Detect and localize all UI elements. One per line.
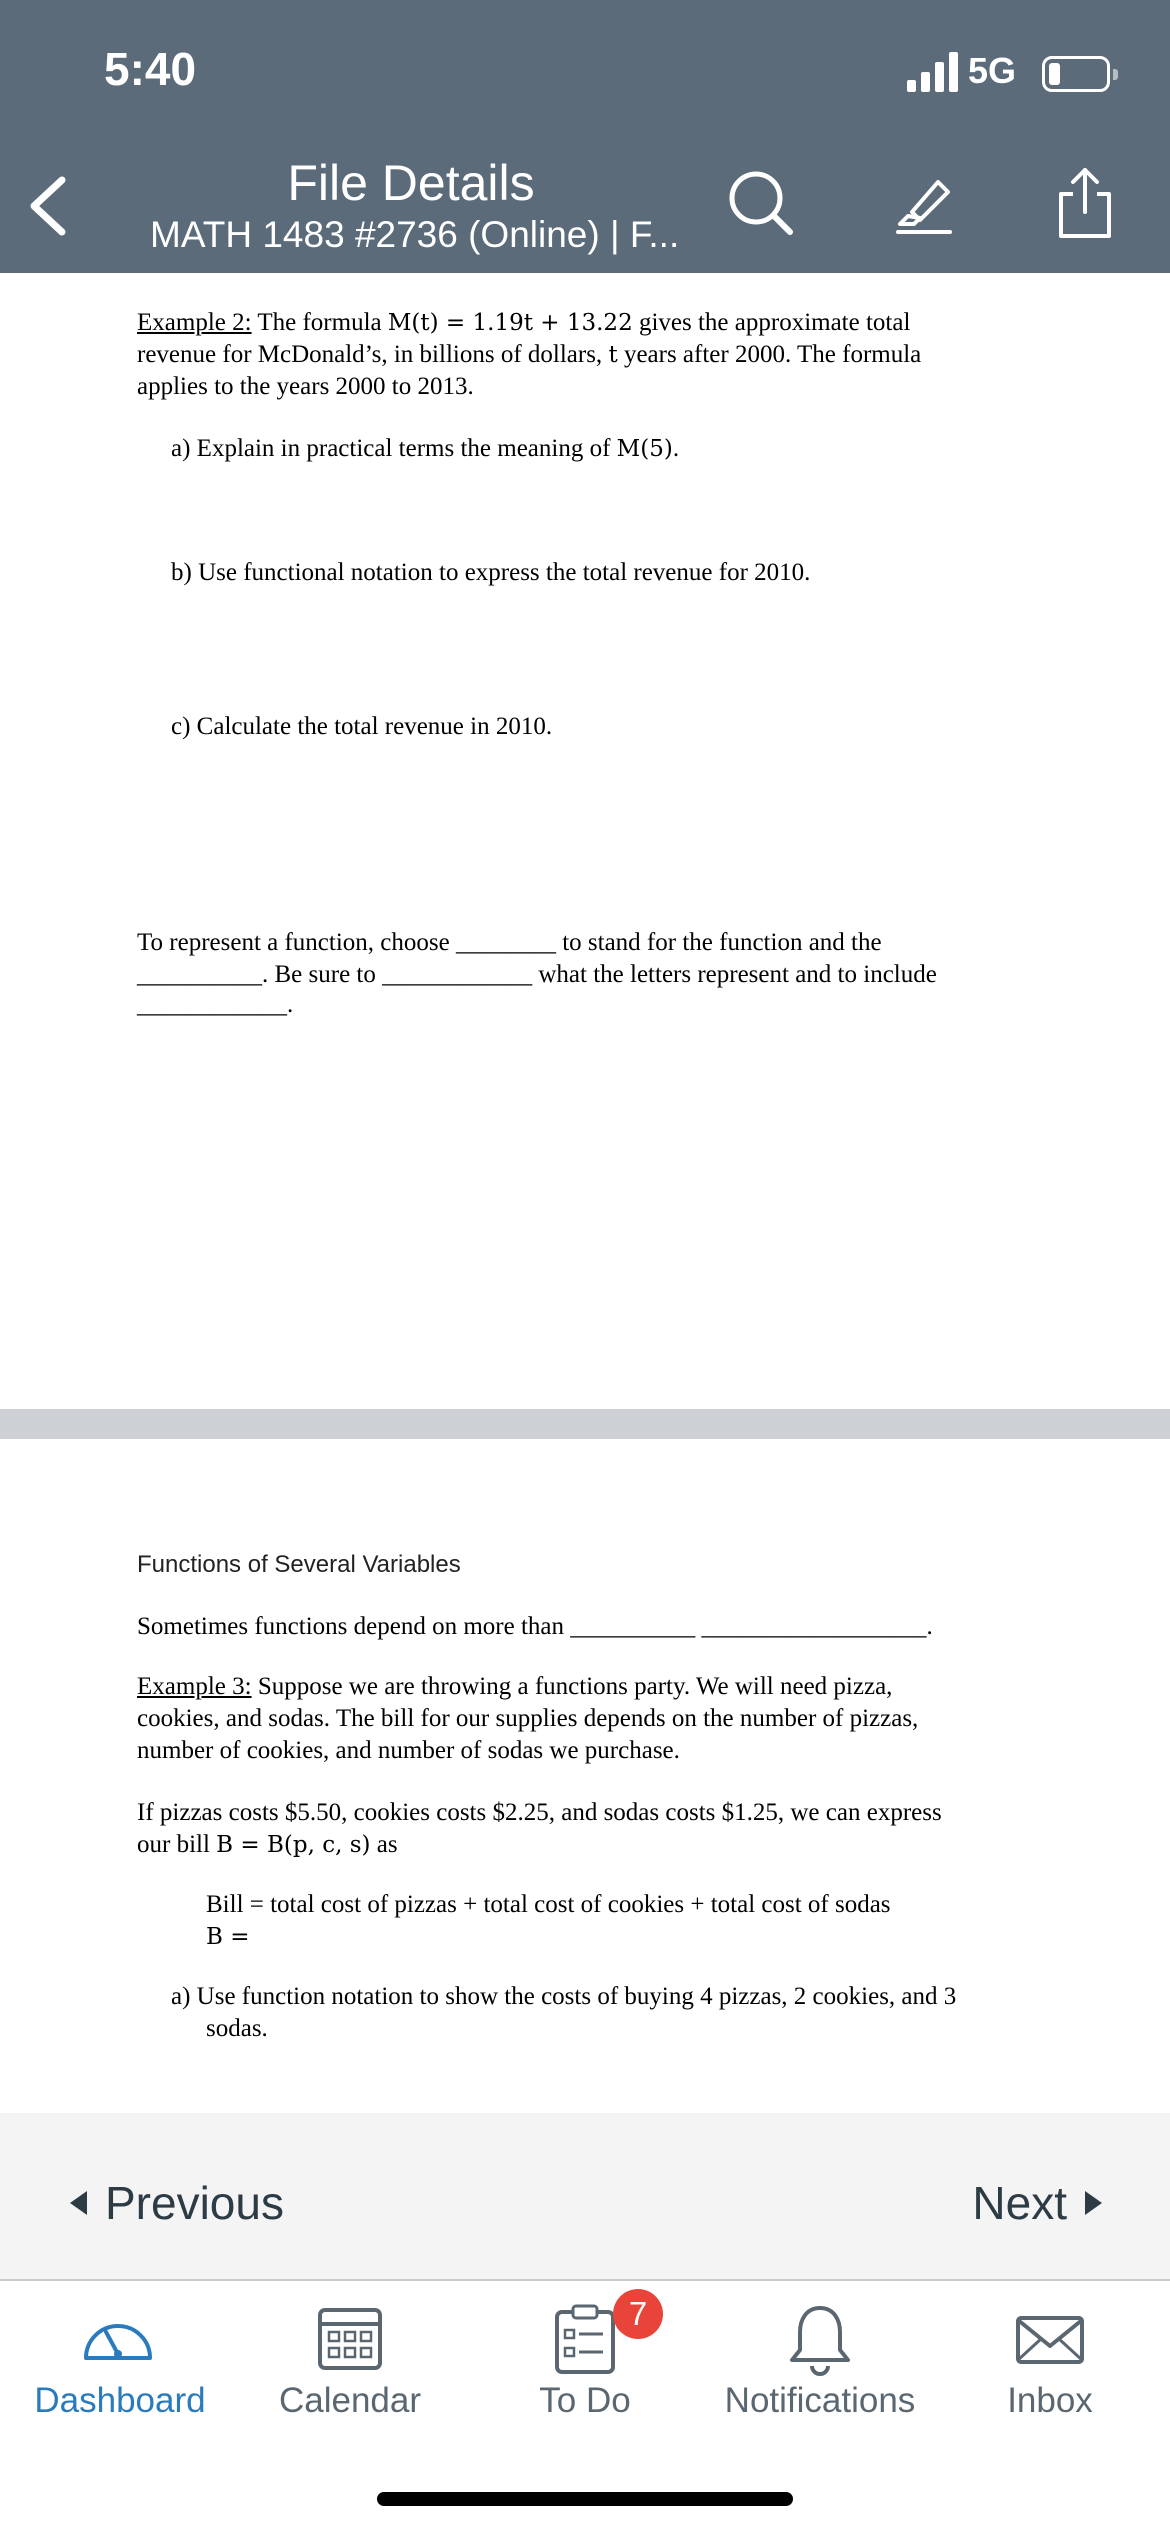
represent-line-2: __________. Be sure to ____________ what the letters represent and to include bbox=[137, 961, 937, 988]
tab-label-notifications: Notifications bbox=[724, 2381, 916, 2420]
text-segment: The formula bbox=[251, 309, 388, 336]
annotate-button[interactable] bbox=[880, 160, 964, 244]
bill-line: Bill = total cost of pizzas + total cost of cookies + total cost of sodas bbox=[206, 1891, 891, 1918]
status-time: 5:40 bbox=[104, 43, 197, 95]
tab-todo[interactable] bbox=[500, 2283, 670, 2443]
share-button[interactable] bbox=[1043, 160, 1127, 244]
search-button[interactable] bbox=[718, 160, 802, 244]
represent-line-3: ____________. bbox=[137, 991, 294, 1018]
back-button[interactable] bbox=[14, 166, 84, 246]
example-3-line-3: number of cookies, and number of sodas we purchase. bbox=[137, 1737, 680, 1764]
text-segment: years after 2000. The formula bbox=[617, 341, 922, 368]
example-3-question-a-line-2: sodas. bbox=[206, 2015, 268, 2042]
signal-icon bbox=[907, 50, 963, 92]
pager bbox=[0, 2113, 1170, 2281]
calendar-icon bbox=[310, 2298, 390, 2378]
tab-label-todo: To Do bbox=[539, 2381, 631, 2420]
dashboard-icon bbox=[78, 2298, 158, 2378]
document-page-2 bbox=[0, 1439, 1170, 2113]
battery-icon bbox=[1042, 56, 1110, 92]
example-3-label: Example 3: bbox=[137, 1673, 252, 1700]
several-variables-line: Sometimes functions depend on more than __________ __________________. bbox=[137, 1613, 933, 1640]
bill-equation: B = bbox=[206, 1924, 250, 1950]
search-icon bbox=[718, 160, 802, 244]
page-title: File Details bbox=[287, 155, 535, 211]
nav-bar bbox=[0, 140, 1170, 273]
page-separator bbox=[0, 1409, 1170, 1439]
text-segment: as bbox=[370, 1831, 398, 1858]
tab-inbox[interactable] bbox=[980, 2283, 1120, 2443]
cost-line-1: If pizzas costs $5.50, cookies costs $2.25, and sodas costs $1.25, we can express bbox=[137, 1799, 942, 1826]
tab-label-calendar: Calendar bbox=[278, 2381, 422, 2420]
text-segment: a) Explain in practical terms the meaning of bbox=[171, 435, 617, 462]
document-viewer[interactable] bbox=[0, 273, 1170, 2113]
caret-left-icon bbox=[70, 2191, 87, 2215]
section-heading: Functions of Several Variables bbox=[137, 1551, 461, 1578]
home-indicator bbox=[377, 2492, 793, 2506]
example-2-line-2 bbox=[137, 339, 921, 371]
question-b: b) Use functional notation to express the total revenue for 2010. bbox=[171, 559, 811, 586]
tab-label-inbox: Inbox bbox=[1007, 2381, 1093, 2420]
example-3-line-1 bbox=[137, 1671, 892, 1703]
cost-line-2 bbox=[137, 1829, 398, 1861]
share-icon bbox=[1043, 160, 1127, 244]
todo-badge: 7 bbox=[613, 2289, 663, 2339]
network-label: 5G bbox=[968, 50, 1017, 91]
text-segment: Suppose we are throwing a functions party. We will need pizza, bbox=[251, 1673, 893, 1700]
document-page-1 bbox=[0, 273, 1170, 1409]
text-segment: . bbox=[672, 435, 680, 462]
status-bar bbox=[0, 0, 1170, 140]
previous-button[interactable] bbox=[70, 2173, 284, 2233]
represent-line-1: To represent a function, choose ________ to stand for the function and the bbox=[137, 929, 882, 956]
question-a bbox=[171, 433, 679, 465]
next-button[interactable] bbox=[972, 2173, 1102, 2233]
next-label: Next bbox=[972, 2177, 1067, 2229]
pen-icon bbox=[880, 160, 964, 244]
example-2-line-3: applies to the years 2000 to 2013. bbox=[137, 373, 474, 400]
text-segment: gives the approximate total bbox=[632, 309, 911, 336]
caret-right-icon bbox=[1085, 2191, 1102, 2215]
math-variable: t bbox=[608, 342, 618, 368]
example-2-line-1 bbox=[137, 307, 910, 339]
bell-icon bbox=[780, 2298, 860, 2378]
formula: M(t) = 1.19t + 13.22 bbox=[387, 310, 633, 336]
math-expression: M(5) bbox=[616, 436, 673, 462]
example-3-question-a-line-1: a) Use function notation to show the costs of buying 4 pizzas, 2 cookies, and 3 bbox=[171, 1983, 957, 2010]
page-subtitle: MATH 1483 #2736 (Online) | F... bbox=[150, 214, 680, 255]
tab-dashboard[interactable] bbox=[20, 2283, 220, 2443]
example-2-label: Example 2: bbox=[137, 309, 252, 336]
text-segment: revenue for McDonald’s, in billions of dollars, bbox=[137, 341, 609, 368]
question-c: c) Calculate the total revenue in 2010. bbox=[171, 713, 553, 740]
chevron-left-icon bbox=[14, 166, 84, 246]
math-expression: B = B(p, c, s) bbox=[216, 1832, 371, 1858]
tab-label-dashboard: Dashboard bbox=[34, 2381, 206, 2420]
tab-notifications[interactable] bbox=[700, 2283, 940, 2443]
example-3-line-2: cookies, and sodas. The bill for our supplies depends on the number of pizzas, bbox=[137, 1705, 919, 1732]
previous-label: Previous bbox=[105, 2177, 284, 2229]
mail-icon bbox=[1010, 2298, 1090, 2378]
tab-calendar[interactable] bbox=[260, 2283, 440, 2443]
text-segment: our bill bbox=[137, 1831, 217, 1858]
